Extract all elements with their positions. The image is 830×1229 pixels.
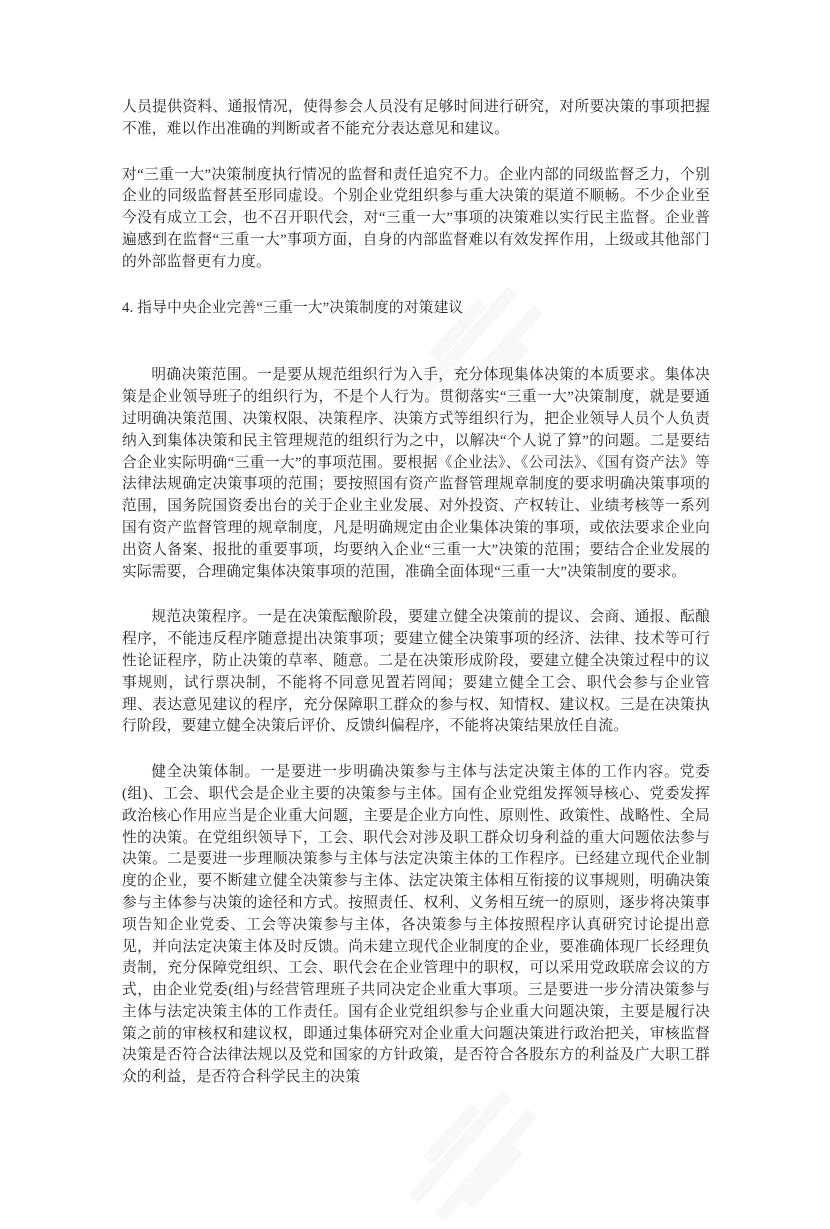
paragraph-decision-scope: 明确决策范围。一是要从规范组织行为入手，充分体现集体决策的本质要求。集体决策是企业领导班子的组织行为，不是个人行为。贯彻落实“三重一大”决策制度，就是要通过明确决策范围、决策权限、决策程序、决策方式等组织行为，把企业领导人员个人负责纳入到集体决策和民主管理规范的组织行为之中，以解决“个人说了算”的问题。二是要结合企业实际明确“三重一大”的事项范围。要根据《企业法》、《公司法》、《国有资产法》等法律法规确定决策事项的范围；要按照国有资产监督管理规章制度的要求明确决策事项的范围，国务院国资委出台的关于企业主业发展、对外投资、产权转让、业绩考核等一系列国有资产监督管理的规章制度，凡是明确规定由企业集体决策的事项，或依法要求企业向出资人备案、报批的重要事项，均要纳入企业“三重一大”决策的范围；要结合企业发展的实际需要，合理确定集体决策事项的范围，准确全面体现“三重一大”决策制度的要求。 xyxy=(122,367,710,580)
section-heading: 4. 指导中央企业完善“三重一大”决策制度的对策建议 xyxy=(122,299,464,316)
paragraph-decision-system: 健全决策体制。一是要进一步明确决策参与主体与法定决策主体的工作内容。党委(组)、工会、职代会是企业主要的决策参与主体。国有企业党组发挥领导核心、党委发挥政治核心作用应当是企业重大问题，主要是企业方向性、原则性、政策性、战略性、全局性的决策。在党组织领导下，工会、职代会对涉及职工群众切身利益的重大问题依法参与决策。二是要进一步理顺决策参与主体与法定决策主体的工作程序。已经建立现代企业制度的企业，要不断建立健全决策参与主体、法定决策主体相互衔接的议事规则，明确决策参与主体参与决策的途径和方式。按照责任、权利、义务相互统一的原则，逐步将决策事项告知企业党委、工会等决策参与主体，各决策参与主体按照程序认真研究讨论提出意见，并向法定决策主体及时反馈。尚未建立现代企业制度的企业，要准确体现厂长经理负责制，充分保障党组织、工会、职代会在企业管理中的职权，可以采用党政联席会议的方式，由企业党委(组)与经营管理班子共同决定企业重大事项。三是要进一步分清决策参与主体与法定决策主体的工作责任。国有企业党组织参与企业重大问题决策，主要是履行决策之前的审核权和建议权，即通过集体研究对企业重大问题决策进行政治把关，审核监督决策是否符合法律法规以及党和国家的方针政策，是否符合各股东方的利益及广大职工群众的利益，是否符合科学民主的决策 xyxy=(122,764,710,1086)
paragraph-supervision: 对“三重一大”决策制度执行情况的监督和责任追究不力。企业内部的同级监督乏力，个别企业的同级监督甚至形同虚设。个别企业党组织参与重大决策的渠道不顺畅。不少企业至今没有成立工会，也不召开职代会，对“三重一大”事项的决策难以实行民主监督。企业普遍感到在监督“三重一大”事项方面，自身的内部监督难以有效发挥作用，上级或其他部门的外部监督更有力度。 xyxy=(122,166,710,270)
paragraph-continuation: 人员提供资料、通报情况，使得参会人员没有足够时间进行研究，对所要决策的事项把握不准，难以作出准确的判断或者不能充分表达意见和建议。 xyxy=(122,99,710,137)
paragraph-decision-procedure: 规范决策程序。一是在决策酝酿阶段，要建立健全决策前的提议、会商、通报、酝酿程序，不能违反程序随意提出决策事项；要建立健全决策事项的经济、法律、技术等可行性论证程序，防止决策的草率、随意。二是在决策形成阶段，要建立健全决策过程中的议事规则，试行票决制，不能将不同意见置若罔闻；要建立健全工会、职代会参与企业管理、表达意见建议的程序，充分保障职工群众的参与权、知情权、建议权。三是在决策执行阶段，要建立健全决策后评价、反馈纠偏程序，不能将决策结果放任自流。 xyxy=(122,609,710,735)
